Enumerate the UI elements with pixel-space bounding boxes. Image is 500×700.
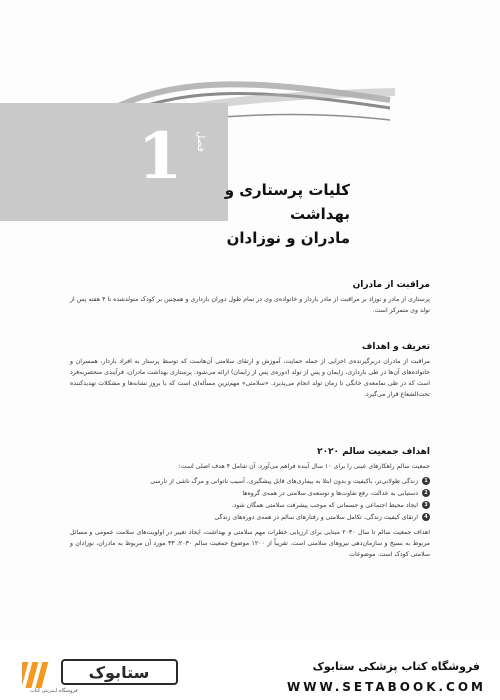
list-item: 1 زندگی طولانی‌تر، باکیفیت و بدون ابتلا به بیماری‌های قابل پیشگیری، آسیب ناتوانی و مرگ ناشی از نارسی — [70, 476, 430, 487]
chapter-word: فصل — [195, 131, 206, 153]
logo-text: ستابوک — [88, 663, 150, 682]
number-bullet: 2 — [422, 489, 430, 497]
section-healthy-people — [70, 447, 430, 560]
list-item: 4 ارتقای کیفیت زندگی، تکامل سلامتی و رفتارهای سالم در همه‌ی دوره‌های زندگی — [70, 512, 430, 523]
section-maternal-care — [70, 280, 430, 316]
chapter-number: 1 — [137, 119, 183, 194]
goals-list — [70, 476, 430, 523]
section-paragraph: پرستاری از مادر و نوزاد بر مراقبت از مادر باردار و خانواده‌ی وی در تمام طول دوران بارداری و همچنین بر کودک متولدشده تا ۴ هفته پس از تولد وی متمرکز است. — [70, 296, 430, 314]
list-item: 2 دستیابی به عدالت، رفع تفاوت‌ها و توسعه‌ی سلامتی در همه‌ی گروه‌ها — [70, 488, 430, 499]
section-definition — [70, 342, 430, 400]
section-paragraph: جمعیت سالم راهکارهای عینی را برای ۱۰ سال آینده فراهم می‌آورد. آن شامل ۴ هدف اصلی است: — [178, 463, 430, 470]
chapter-title-line1: کلیات پرستاری و بهداشت — [224, 181, 350, 223]
section-heading: تعریف و اهداف — [361, 342, 430, 352]
chapter-title — [190, 178, 350, 250]
section-heading: مراقبت از مادران — [352, 280, 430, 290]
number-bullet: 3 — [422, 501, 430, 509]
store-name: فروشگاه کتاب پزشکی ستابوک — [312, 660, 480, 673]
store-url-link[interactable]: WWW.SETABOOK.COM — [286, 680, 486, 694]
section-paragraph: مراقبت از مادران دربرگیرنده‌ی اجزایی از جمله حمایت، آموزش و ارتقای سلامتی آن‌هاست که توسط پرستار به افراد باردار، همسران و خانواده‌های آن‌ها در طی بارداری، زایمان و پس از تولد (دوره‌ی پس از زایمان) ارائه می‌شود. پرستاری بهداشت مادران، فرآیندی منحصربه‌فرد است که در طی نمامعه‌ی خانگی تا زمان تولد انجام می‌پذیرد. «سلامتی» مهم‌ترین مسأله‌ای است که با بروز نشانه‌ها و مشکلات تهدیدکننده تحت‌الشعاع قرار می‌گیرد. — [70, 358, 430, 398]
section-heading: اهداف جمعیت سالم ۲۰۲۰ — [317, 447, 430, 457]
number-bullet: 1 — [422, 477, 430, 485]
logo-subtitle: فروشگاه اینترنتی کتاب — [30, 688, 78, 694]
chapter-title-line2: مادران و نوزادان — [226, 229, 350, 247]
list-item: 3 ایجاد محیط اجتماعی و جسمانی که موجب پیشرفت سلامتی همگان شود. — [70, 500, 430, 511]
section-closing-paragraph: اهداف جمعیت سالم تا سال ۲۰۳۰ مبنایی برای ارزیابی خطرات مهم سلامتی و بهداشت، ایجاد تغییر در اولویت‌های سلامت عمومی و مسائل مربوط به بسیج و سازمان‌دهی نیروهای سلامتی است. تقریباً از ۱۲۰۰ موضوع جمعیت سالم ۲۰۳۰، ۳۳ مورد آن مربوط به مادران، نوزادان و سلامتی کودک است. موضوعات — [70, 529, 430, 558]
number-bullet: 4 — [422, 513, 430, 521]
